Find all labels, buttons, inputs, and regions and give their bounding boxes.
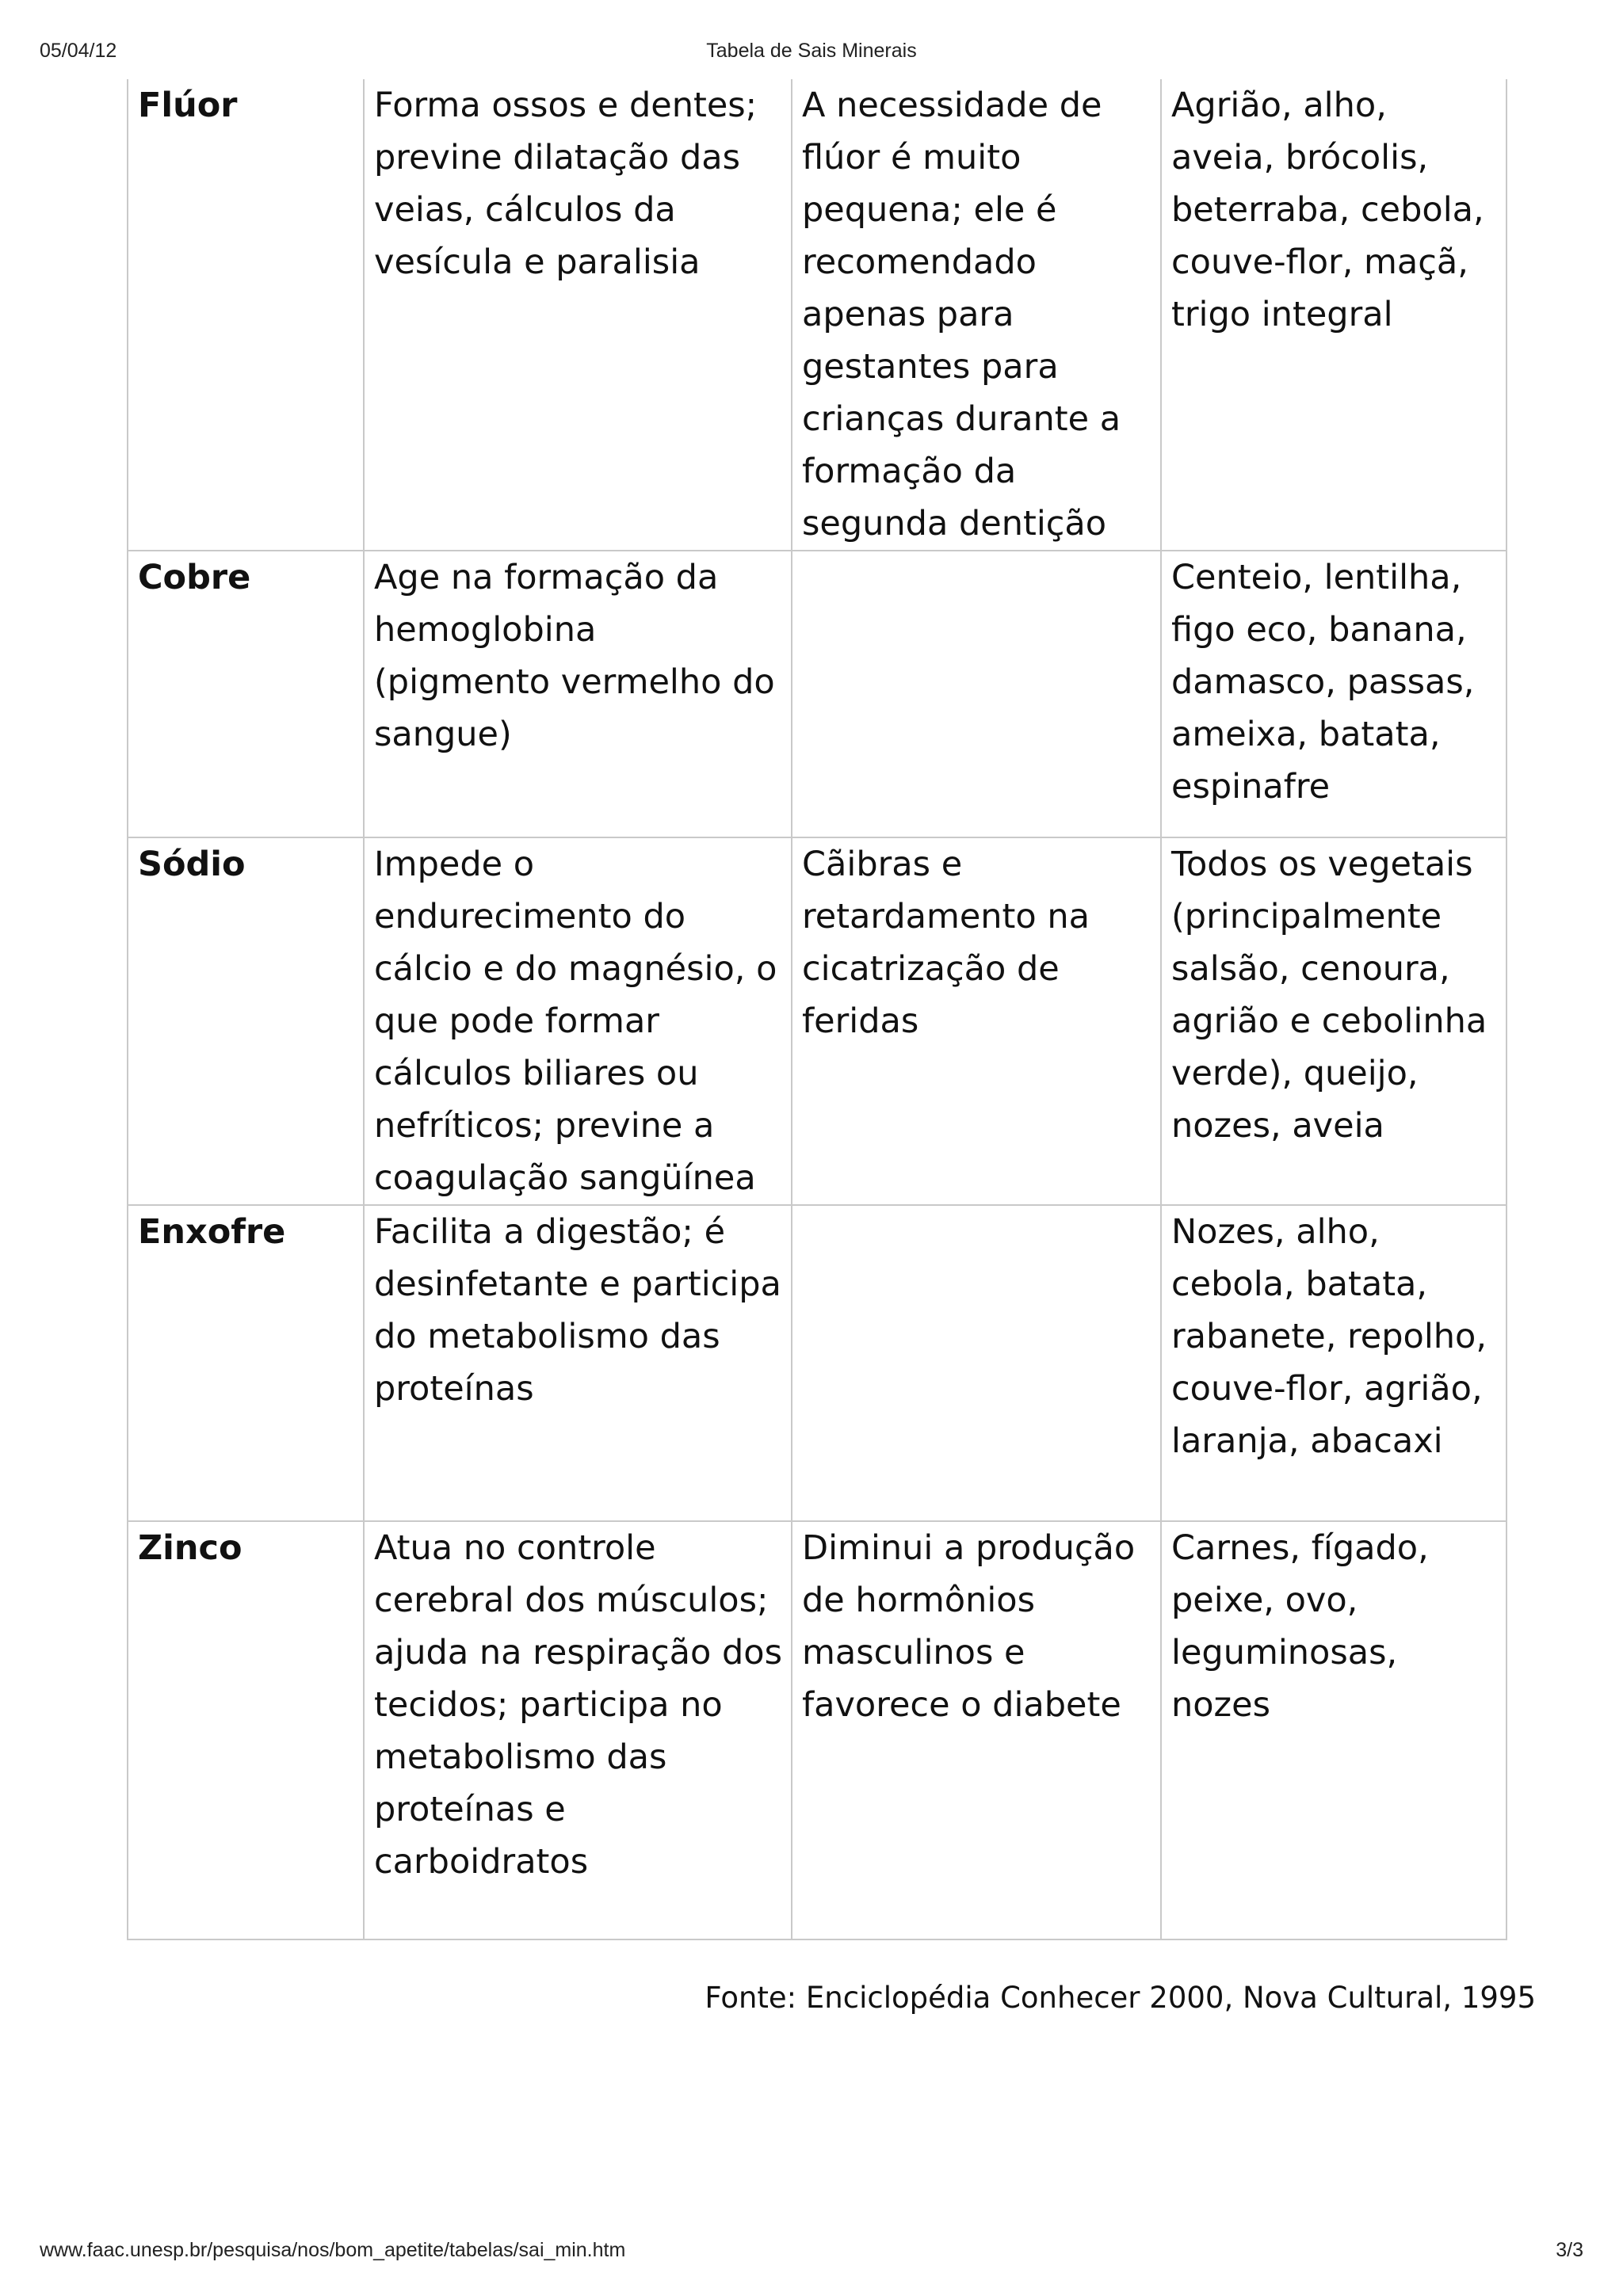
mineral-name-cell: Flúor bbox=[128, 79, 364, 551]
sources-cell: Centeio, lentilha, figo eco, banana, damasco, passas, ameixa, batata, espinafre bbox=[1161, 551, 1507, 837]
deficiency-cell bbox=[792, 551, 1161, 837]
function-cell: Age na formação da hemoglobina (pigmento vermelho do sangue) bbox=[364, 551, 792, 837]
deficiency-cell: A necessidade de flúor é muito pequena; ele é recomendado apenas para gestantes para crianças durante a formação da segunda dentição bbox=[792, 79, 1161, 551]
sources-cell: Nozes, alho, cebola, batata, rabanete, repolho, couve-flor, agrião, laranja, abacaxi bbox=[1161, 1205, 1507, 1521]
table-row bbox=[128, 1521, 1507, 1939]
deficiency-cell: Cãibras e retardamento na cicatrização de feridas bbox=[792, 837, 1161, 1205]
function-cell: Impede o endurecimento do cálcio e do magnésio, o que pode formar cálculos biliares ou nefríticos; previne a coagulação sangüínea bbox=[364, 837, 792, 1205]
function-cell: Atua no controle cerebral dos músculos; ajuda na respiração dos tecidos; participa no metabolismo das proteínas e carboidratos bbox=[364, 1521, 792, 1939]
print-header bbox=[0, 40, 1623, 67]
print-title: Tabela de Sais Minerais bbox=[706, 40, 917, 62]
function-cell: Facilita a digestão; é desinfetante e participa do metabolismo das proteínas bbox=[364, 1205, 792, 1521]
sources-cell: Agrião, alho, aveia, brócolis, beterraba, cebola, couve-flor, maçã, trigo integral bbox=[1161, 79, 1507, 551]
table-row bbox=[128, 837, 1507, 1205]
source-note: Fonte: Enciclopédia Conhecer 2000, Nova Cultural, 1995 bbox=[705, 1981, 1536, 2015]
mineral-name-cell: Enxofre bbox=[128, 1205, 364, 1521]
mineral-name-cell: Cobre bbox=[128, 551, 364, 837]
sources-cell: Carnes, fígado, peixe, ovo, leguminosas, nozes bbox=[1161, 1521, 1507, 1939]
page-url: www.faac.unesp.br/pesquisa/nos/bom_apetite/tabelas/sai_min.htm bbox=[40, 2239, 626, 2261]
mineral-name-cell: Zinco bbox=[128, 1521, 364, 1939]
page-number: 3/3 bbox=[1556, 2239, 1583, 2261]
function-cell: Forma ossos e dentes; previne dilatação das veias, cálculos da vesícula e paralisia bbox=[364, 79, 792, 551]
deficiency-cell: Diminui a produção de hormônios masculinos e favorece o diabete bbox=[792, 1521, 1161, 1939]
minerals-table bbox=[127, 79, 1507, 1940]
table-row bbox=[128, 551, 1507, 837]
table-row bbox=[128, 1205, 1507, 1521]
sources-cell: Todos os vegetais (principalmente salsão, cenoura, agrião e cebolinha verde), queijo, nozes, aveia bbox=[1161, 837, 1507, 1205]
print-footer bbox=[0, 2239, 1623, 2266]
table-row bbox=[128, 79, 1507, 551]
mineral-name-cell: Sódio bbox=[128, 837, 364, 1205]
print-date: 05/04/12 bbox=[40, 40, 117, 62]
deficiency-cell bbox=[792, 1205, 1161, 1521]
